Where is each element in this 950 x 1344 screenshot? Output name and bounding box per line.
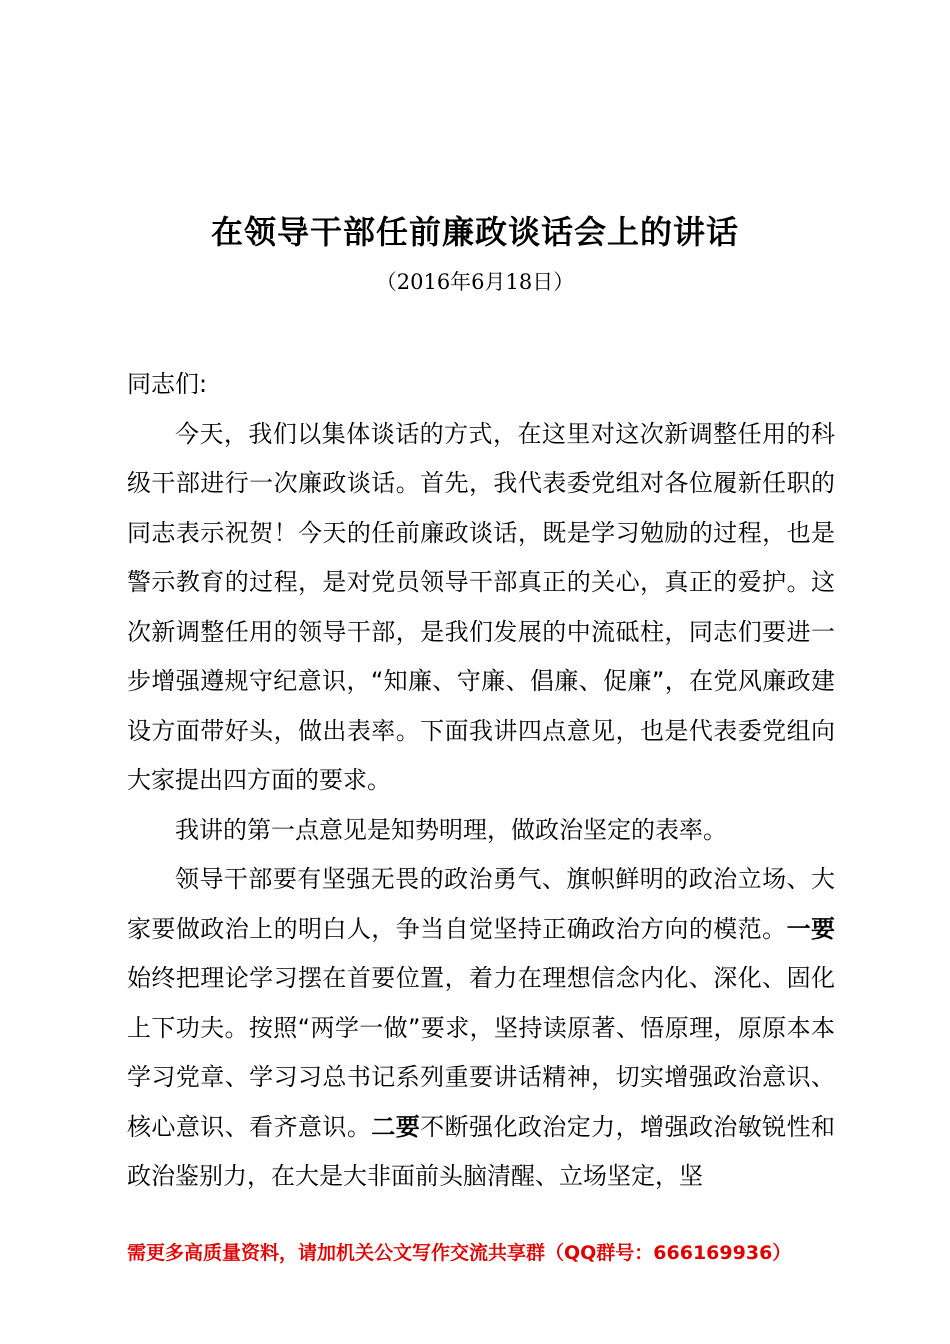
point-text: 不断强化政治定力，增强政治敏锐性和政治鉴别力，在大是大非面前头脑清醒、立场坚定，坚 — [127, 1112, 836, 1190]
footer-notice: 需更多高质量资料，请加机关公文写作交流共享群（QQ群号：666169936） — [127, 1242, 792, 1264]
paragraph — [127, 855, 835, 1202]
point-text: 始终把理论学习摆在首要位置，着力在理想信念内化、深化、固化上下功夫。按照“两学一做”要求，坚持读原著、悟原理，原原本本学习党章、学习习总书记系列重要讲话精神，切实增强政治意识、核心意识、看齐意识。 — [127, 964, 835, 1141]
salutation: 同志们: — [127, 370, 208, 398]
document-date: （2016年6月18日） — [375, 270, 575, 294]
point-label: 一要 — [786, 914, 836, 943]
document-title: 在领导干部任前廉政谈话会上的讲话 — [210, 213, 739, 251]
point-label: 二要 — [371, 1112, 421, 1141]
document-body — [127, 360, 835, 1202]
paragraph-intro: 领导干部要有坚强无畏的政治勇气、旗帜鲜明的政治立场、大家要做政治上的明白人，争当自觉坚持正确政治方向的模范。 — [127, 865, 835, 943]
paragraph: 我讲的第一点意见是知势明理，做政治坚定的表率。 — [175, 815, 727, 844]
paragraph: 今天，我们以集体谈话的方式，在这里对这次新调整任用的科级干部进行一次廉政谈话。首先，我代表委党组对各位履新任职的同志表示祝贺！今天的任前廉政谈话，既是学习勉励的过程，也是警示教育的过程，是对党员领导干部真正的关心，真正的爱护。这次新调整任用的领导干部，是我们发展的中流砥柱，同志们要进一步增强遵规守纪意识，“知廉、守廉、倡廉、促廉”，在党风廉政建设方面带好头，做出表率。下面我讲四点意见，也是代表委党组向大家提出四方面的要求。 — [127, 419, 835, 794]
